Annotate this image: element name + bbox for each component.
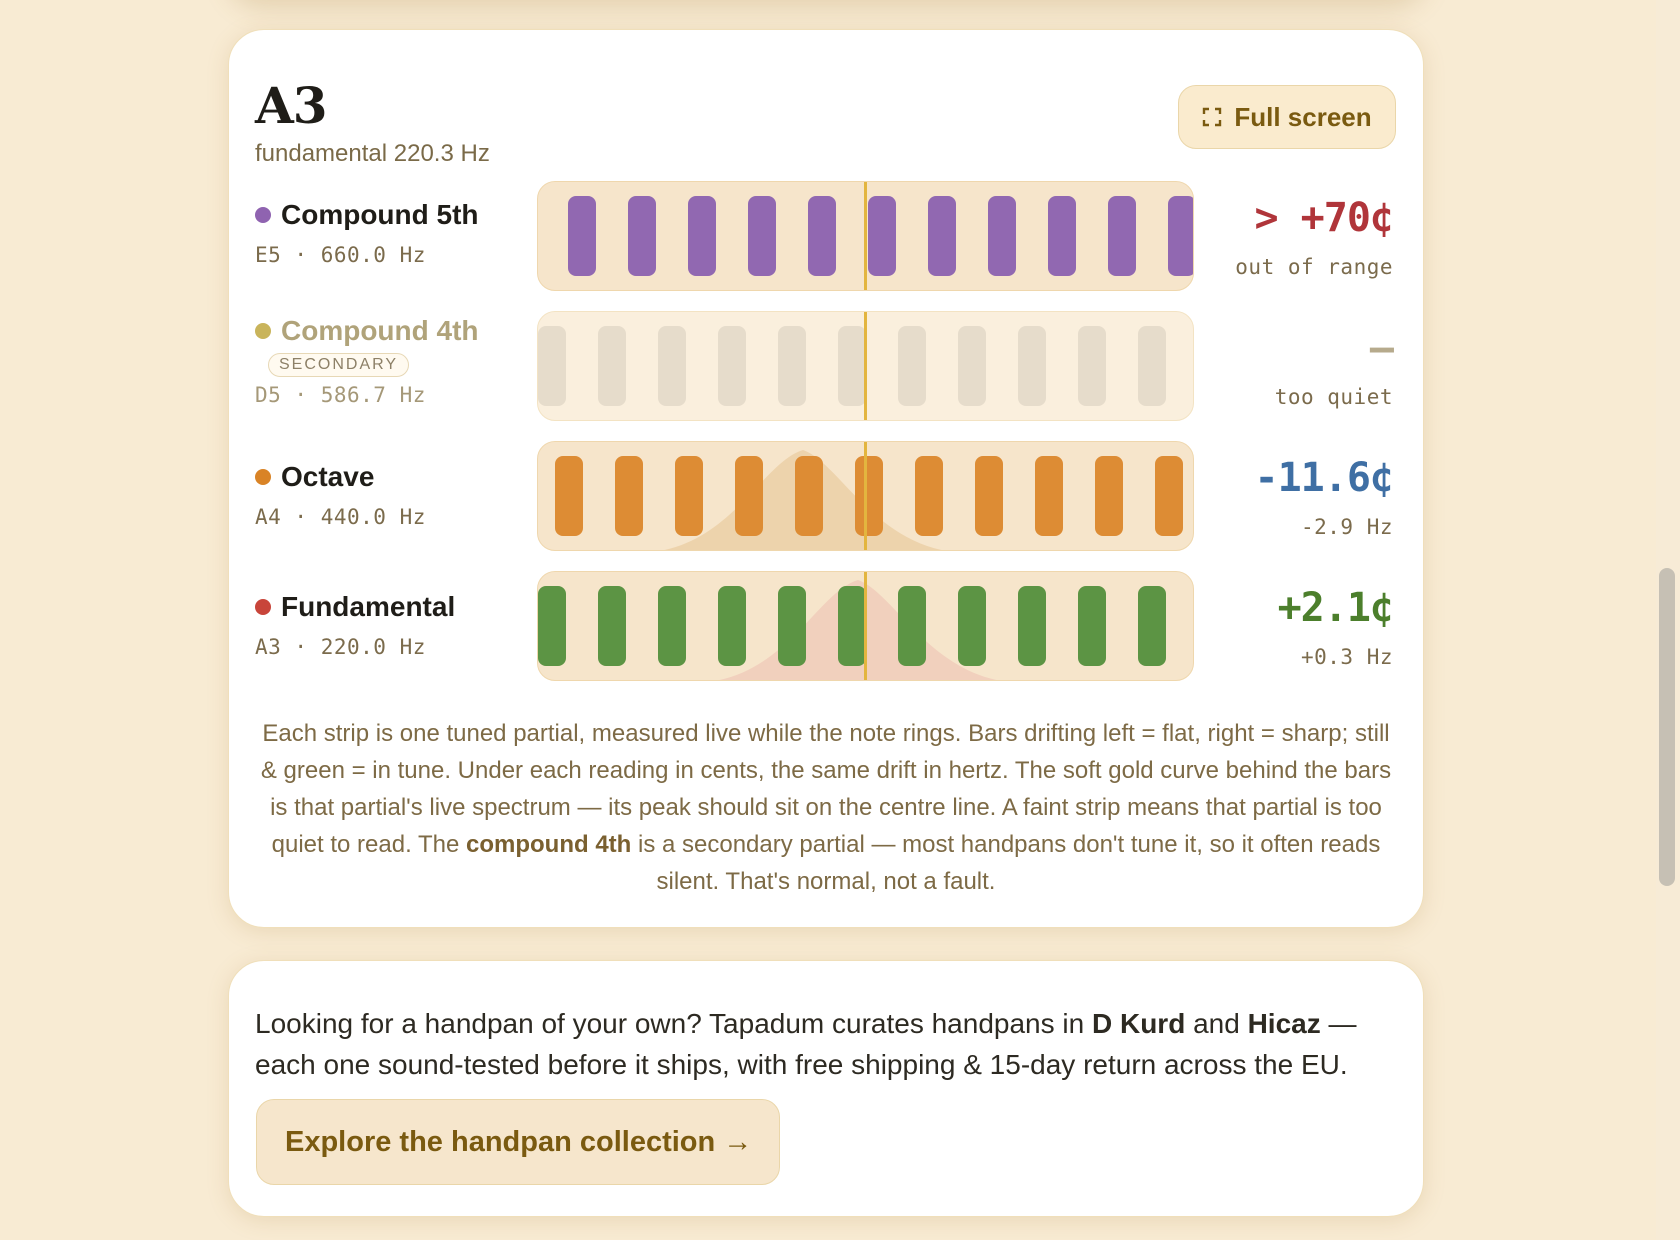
fullscreen-icon	[1202, 107, 1222, 127]
partial-strip	[537, 571, 1194, 681]
drift-bar	[658, 586, 686, 666]
drift-bar	[735, 456, 763, 536]
partial-strip	[537, 311, 1194, 421]
explore-collection-button[interactable]: Explore the handpan collection →	[256, 1099, 780, 1185]
partial-name: Fundamental	[281, 591, 456, 622]
partial-frequency: A4 · 440.0 Hz	[255, 505, 426, 529]
drift-bar	[915, 456, 943, 536]
drift-bar	[1108, 196, 1136, 276]
promo-card	[228, 960, 1424, 1217]
cents-reading: -11.6¢	[1254, 455, 1393, 501]
partial-label	[255, 461, 426, 529]
partial-row-compound-5th	[229, 181, 1423, 293]
partial-label	[255, 199, 479, 267]
full-screen-button[interactable]	[1178, 85, 1396, 149]
drift-bar	[898, 326, 926, 406]
scrollbar-thumb[interactable]	[1659, 568, 1675, 886]
partial-strip	[537, 441, 1194, 551]
drift-bar	[568, 196, 596, 276]
drift-bar	[718, 326, 746, 406]
drift-bar	[688, 196, 716, 276]
partial-row-octave	[229, 441, 1423, 553]
drift-bar	[1168, 196, 1194, 276]
drift-bar	[928, 196, 956, 276]
drift-bar	[1138, 586, 1166, 666]
drift-bar	[1018, 586, 1046, 666]
reading-sub: too quiet	[1274, 385, 1393, 409]
drift-bar	[598, 326, 626, 406]
drift-bar	[675, 456, 703, 536]
drift-bar	[868, 196, 896, 276]
partial-reading	[1235, 195, 1393, 279]
partial-reading	[1275, 325, 1393, 409]
centre-line	[864, 572, 867, 681]
drift-bar	[538, 326, 566, 406]
partial-frequency: E5 · 660.0 Hz	[255, 243, 426, 267]
partial-color-dot	[255, 207, 271, 223]
cents-reading: —	[1369, 325, 1393, 371]
drift-bar	[628, 196, 656, 276]
full-screen-label: Full screen	[1234, 101, 1372, 132]
cents-reading: +2.1¢	[1277, 585, 1393, 631]
partial-name: Octave	[281, 461, 375, 492]
partial-color-dot	[255, 323, 271, 339]
drift-bar	[1035, 456, 1063, 536]
cents-reading: > +70¢	[1254, 195, 1393, 241]
drift-bar	[1155, 456, 1183, 536]
strip-graphic	[538, 312, 1194, 421]
drift-bar	[1078, 586, 1106, 666]
drift-bar	[615, 456, 643, 536]
partial-label	[255, 591, 455, 659]
drift-bar	[1095, 456, 1123, 536]
fundamental-frequency: fundamental 220.3 Hz	[255, 140, 490, 167]
partial-label	[255, 315, 479, 407]
tuner-card	[228, 29, 1424, 928]
strip-graphic	[538, 182, 1194, 291]
explanation-bold: compound 4th	[466, 831, 632, 858]
partial-color-dot	[255, 599, 271, 615]
drift-bar	[1078, 326, 1106, 406]
scale-d-kurd: D Kurd	[1091, 1008, 1186, 1039]
drift-bar	[658, 326, 686, 406]
drift-bar	[778, 586, 806, 666]
drift-bar	[598, 586, 626, 666]
drift-bar	[808, 196, 836, 276]
scale-hicaz: Hicaz	[1247, 1008, 1321, 1039]
drift-bar	[988, 196, 1016, 276]
partial-row-fundamental	[229, 571, 1423, 683]
partial-row-compound-4th	[229, 311, 1423, 423]
secondary-badge: SECONDARY	[268, 353, 409, 377]
drift-bar	[1048, 196, 1076, 276]
drift-bar	[555, 456, 583, 536]
drift-bar	[538, 586, 566, 666]
reading-sub: out of range	[1235, 255, 1393, 279]
centre-line	[864, 182, 867, 291]
drift-bar	[795, 456, 823, 536]
drift-bar	[778, 326, 806, 406]
partial-name: Compound 4th	[281, 315, 479, 346]
drift-bar	[975, 456, 1003, 536]
drift-bar	[838, 586, 866, 666]
note-name: A3	[255, 76, 327, 135]
drift-bar	[855, 456, 883, 536]
drift-bar	[958, 586, 986, 666]
promo-text: Looking for a handpan of your own? Tapadum curates handpans in D Kurd and Hicaz — each one sound-tested before it ships, with free shipping & 15-day return across the EU.	[255, 1008, 1357, 1080]
centre-line	[864, 442, 867, 551]
reading-sub: -2.9 Hz	[1300, 515, 1393, 539]
centre-line	[864, 312, 867, 421]
partial-reading	[1278, 585, 1393, 669]
drift-bar	[838, 326, 866, 406]
strip-graphic	[538, 572, 1194, 681]
drift-bar	[898, 586, 926, 666]
drift-bar	[718, 586, 746, 666]
drift-bar	[748, 196, 776, 276]
drift-bar	[1018, 326, 1046, 406]
partial-strip	[537, 181, 1194, 291]
partial-name: Compound 5th	[281, 199, 479, 230]
drift-bar	[958, 326, 986, 406]
partial-frequency: D5 · 586.7 Hz	[255, 383, 426, 407]
partial-frequency: A3 · 220.0 Hz	[255, 635, 426, 659]
strip-graphic	[538, 442, 1194, 551]
partial-reading	[1255, 455, 1394, 539]
reading-sub: +0.3 Hz	[1300, 645, 1393, 669]
partial-color-dot	[255, 469, 271, 485]
drift-bar	[1138, 326, 1166, 406]
explanation-text: Each strip is one tuned partial, measured live while the note rings. Bars drifting left = flat, right = sharp; still & green = in tune. Under each reading in cents, the same drift in hertz. The soft gold curve behind the bars is that partial's live spectrum — its peak should sit on the centre line. A faint strip means that partial is too quiet to read. The compound 4th is a secondary partial — most handpans don't tune it, so it often reads silent. That's normal, not a fault.	[260, 720, 1392, 895]
